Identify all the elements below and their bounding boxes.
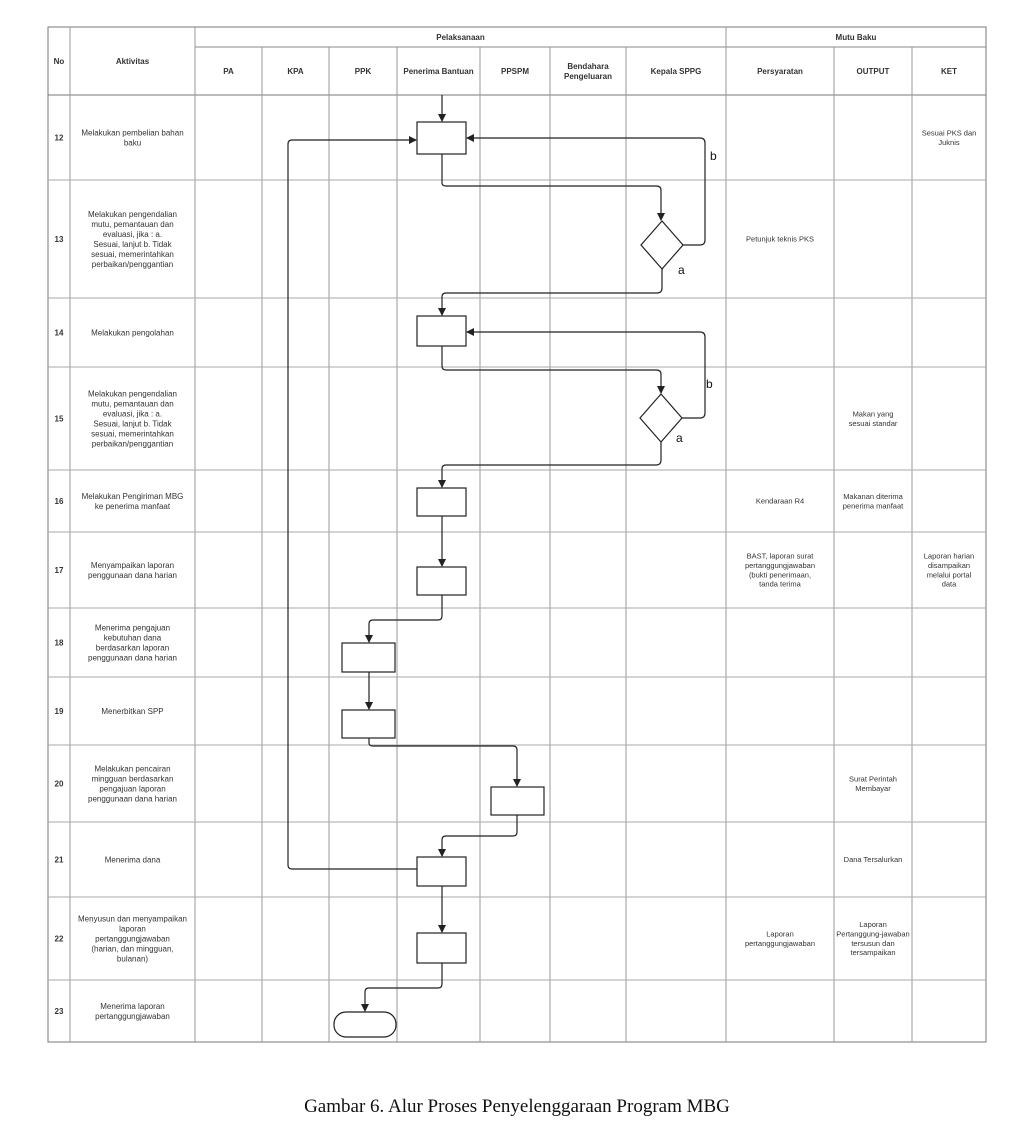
box-laporan-harian (417, 567, 466, 595)
requirement-text: Petunjuk teknis PKS (746, 234, 814, 244)
activity-text: Menerima dana (104, 855, 161, 865)
row-number: 22 (54, 934, 64, 944)
header-kpa: KPA (287, 66, 304, 76)
row-number: 17 (54, 565, 64, 575)
activity-text: Menerima laporan pertanggungjawaban (95, 1001, 170, 1021)
label-a-15: a (676, 431, 683, 445)
output-text: Surat Perintah Membayar (849, 774, 897, 793)
terminator-end (334, 1012, 396, 1037)
output-text: Laporan Pertanggung-jawaban tersusun dan tersampaikan (836, 920, 910, 958)
activity-text: Menerbitkan SPP (101, 706, 164, 716)
box-susun-laporan (417, 933, 466, 963)
row-number: 12 (54, 133, 64, 143)
activity-text: Melakukan pengendalian mutu, pemantauan dan evaluasi, jika : a. Sesuai, lanjut b. Tidak sesuai, memerintahkan perbaikan/penggantian (88, 389, 177, 449)
row-number: 14 (54, 328, 64, 338)
row-number: 23 (54, 1006, 64, 1016)
header-ket: KET (941, 66, 957, 76)
header-group-mutu-baku: Mutu Baku (835, 32, 877, 42)
header-persyaratan: Persyaratan (757, 66, 803, 76)
row-number: 15 (54, 414, 64, 424)
activity-text: Menyusun dan menyampaikan laporan pertanggungjawaban (harian, dan mingguan, bulanan) (78, 914, 187, 964)
header-aktivitas: Aktivitas (115, 56, 150, 66)
header-bendahara: Bendahara Pengeluaran (563, 61, 613, 81)
box-pengiriman (417, 488, 466, 516)
row-number: 21 (54, 855, 64, 865)
header-ppspm: PPSPM (500, 66, 530, 76)
header-group-pelaksanaan: Pelaksanaan (436, 32, 485, 42)
header-no: No (53, 56, 65, 66)
note-text: Sesuai PKS dan Juknis (921, 128, 977, 147)
requirement-text: Laporan pertanggungjawaban (744, 929, 816, 948)
row-number: 19 (54, 706, 64, 716)
box-pengolahan (417, 316, 466, 346)
row-number: 18 (54, 638, 64, 648)
output-text: Dana Tersalurkan (843, 855, 903, 865)
header-ppk: PPK (354, 66, 372, 76)
requirement-text: BAST, laporan surat pertanggungjawaban (bukti penerimaan, tanda terima (744, 551, 816, 589)
label-b-13: b (710, 149, 717, 163)
label-b-15: b (706, 377, 713, 391)
table-frame (48, 27, 986, 1042)
row-number: 16 (54, 496, 64, 506)
header-penerima: Penerima Bantuan (403, 66, 474, 76)
requirement-text: Kendaraan R4 (755, 496, 805, 506)
activity-text: Menyampaikan laporan penggunaan dana harian (88, 560, 177, 580)
box-beli-bahan (417, 122, 466, 154)
activity-text: Melakukan pengendalian mutu, pemantauan dan evaluasi, jika : a. Sesuai, lanjut b. Tidak sesuai, memerintahkan perbaikan/penggantian (88, 209, 177, 269)
note-text: Laporan harian disampaikan melalui portal data (923, 551, 975, 589)
header-output: OUTPUT (856, 66, 890, 76)
output-text: Makanan diterima penerima manfaat (842, 491, 904, 511)
header-pa: PA (223, 66, 234, 76)
box-terima-pengajuan (342, 643, 395, 672)
activity-text: Melakukan Pengiriman MBG ke penerima manfaat (81, 491, 184, 511)
header-kepala: Kepala SPPG (650, 66, 702, 76)
row-number: 20 (54, 779, 64, 789)
box-pencairan (491, 787, 544, 815)
box-terima-dana (417, 857, 466, 886)
box-terbitkan-spp (342, 710, 395, 738)
activity-text: Melakukan pembelian bahan baku (81, 128, 184, 148)
output-text: Makan yang sesuai standar (848, 409, 898, 428)
activity-text: Menerima pengajuan kebutuhan dana berdasarkan laporan penggunaan dana harian (88, 623, 177, 663)
figure-caption: Gambar 6. Alur Proses Penyelenggaraan Program MBG (304, 1096, 730, 1117)
activity-text: Melakukan pencairan mingguan berdasarkan pengajuan laporan penggunaan dana harian (88, 764, 177, 804)
label-a-13: a (678, 263, 685, 277)
activity-text: Melakukan pengolahan (91, 328, 174, 338)
row-number: 13 (54, 234, 64, 244)
